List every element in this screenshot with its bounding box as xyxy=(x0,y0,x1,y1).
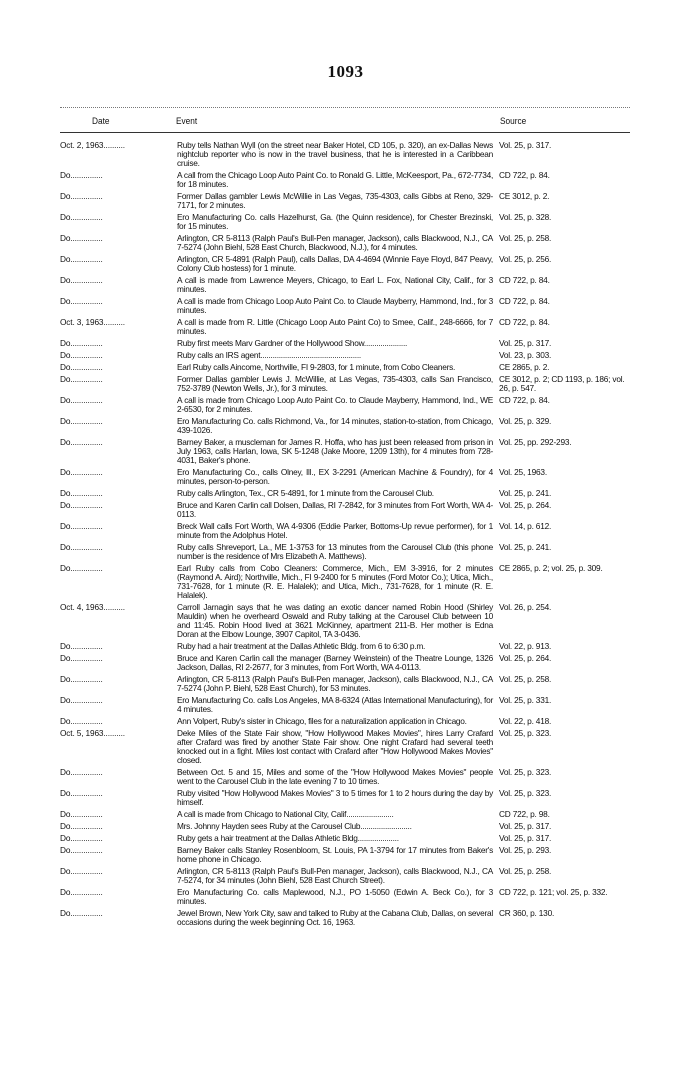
row-source: Vol. 25, p. 258. xyxy=(499,866,552,876)
row-event: Arlington, CR 5-8113 (Ralph Paul's Bull-Pen manager, Jackson), calls Blackwood, N.J., CA 7-5274, for 34 minutes (John Biehl, 528 East Church Street). xyxy=(177,866,493,885)
table-row xyxy=(60,888,640,906)
column-header-event: Event xyxy=(176,116,198,126)
row-event: Ero Manufacturing Co. calls Richmond, Va., for 14 minutes, station-to-station, from Chicago, 439-1026. xyxy=(177,416,493,435)
row-event: Ruby first meets Marv Gardner of the Hollywood Show..................... xyxy=(177,338,408,348)
row-event: Deke Miles of the State Fair show, "How Hollywood Makes Movies", hires Larry Crafard after Crafard was fired by another State Fair show. One night Crafard had several teeth knocked out in a fight. Miles lost contact with Crafard after "How Hollywood Makes Movies" closed. xyxy=(177,728,493,765)
row-event: Carroll Jarnagin says that he was dating an exotic dancer named Robin Hood (Shirley Mauldin) when he overheard Oswald and Ruby talking at the Carousel Club between 10 and 11:45. Robin Hood lived at 3621 McKinney, apartment 211-B. Her mother is Edna Doran at the Elbow Lounge, 3907 Capitol, TA 3-0436. xyxy=(177,602,493,639)
table-row xyxy=(60,318,640,336)
row-source: CE 2865, p. 2; vol. 25, p. 309. xyxy=(499,563,603,573)
row-source: Vol. 25, p. 328. xyxy=(499,212,552,222)
row-date: Do............... xyxy=(60,888,103,897)
row-date: Do............... xyxy=(60,417,103,426)
row-source: Vol. 25, p. 264. xyxy=(499,653,552,663)
row-event: Ero Manufacturing Co., calls Olney, Ill., EX 3-2291 (American Machine & Foundry), for 4 minutes, person-to-person. xyxy=(177,467,493,486)
row-event: Earl Ruby calls Aincome, Northville, FI 9-2803, for 1 minute, from Cobo Cleaners. xyxy=(177,362,456,372)
table-row xyxy=(60,867,640,885)
row-event: A call is made from Chicago to National City, Calif....................... xyxy=(177,809,394,819)
column-header-date: Date xyxy=(92,116,110,126)
top-rule xyxy=(60,107,630,108)
table-row xyxy=(60,810,640,819)
row-event: Barney Baker, a muscleman for James R. Hoffa, who has just been released from prison in July 1963, calls Harlan, Iowa, SK 5-1248 (Jake Moore, 1209 13th), for 4 minutes from 728-4031, Baker's phone. xyxy=(177,437,493,465)
row-source: Vol. 25, p. 329. xyxy=(499,416,552,426)
row-event: Arlington, CR 5-4891 (Ralph Paul), calls Dallas, DA 4-4694 (Winnie Faye Floyd, 847 Peavy, Colony Club hostess) for 1 minute. xyxy=(177,254,493,273)
table-row xyxy=(60,438,640,465)
table-row xyxy=(60,846,640,864)
row-event: Breck Wall calls Fort Worth, WA 4-9306 (Eddie Parker, Bottoms-Up revue performer), for 1 minute from the Adolphus Hotel. xyxy=(177,521,493,540)
row-source: Vol. 25, p. 264. xyxy=(499,500,552,510)
row-date: Do............... xyxy=(60,822,103,831)
row-source: CE 3012, p. 2; CD 1193, p. 186; vol. 26, p. 547. xyxy=(499,374,625,393)
row-event: Earl Ruby calls from Cobo Cleaners: Commerce, Mich., EM 3-3916, for 2 minutes (Raymond A. Aird); Northville, Mich., FI 9-2400 for 5 minutes (Ford Motor Co.); Utica, Mich., 731-7628, for 1 minute (R. E. Halalek); and Utica, Mich., 731-7628, for 1 minute (R. E. Halalek). xyxy=(177,563,493,600)
row-source: Vol. 26, p. 254. xyxy=(499,602,552,612)
row-date: Do............... xyxy=(60,768,103,777)
table-row xyxy=(60,234,640,252)
table-row xyxy=(60,768,640,786)
row-date: Do............... xyxy=(60,810,103,819)
row-source: Vol. 25, p. 323. xyxy=(499,788,552,798)
row-date: Do............... xyxy=(60,234,103,243)
row-event: Ero Manufacturing Co. calls Los Angeles, MA 8-6324 (Atlas International Manufacturing), for 4 minutes. xyxy=(177,695,493,714)
row-date: Do............... xyxy=(60,564,103,573)
row-event: Mrs. Johnny Hayden sees Ruby at the Carousel Club......................... xyxy=(177,821,412,831)
table-row xyxy=(60,141,640,168)
table-row xyxy=(60,375,640,393)
row-source: CD 722, p. 121; vol. 25, p. 332. xyxy=(499,887,608,897)
row-source: Vol. 25, p. 317. xyxy=(499,338,552,348)
row-source: Vol. 25, p. 293. xyxy=(499,845,552,855)
table-row xyxy=(60,351,640,360)
row-date: Do............... xyxy=(60,255,103,264)
row-date: Oct. 2, 1963.......... xyxy=(60,141,125,150)
row-source: CR 360, p. 130. xyxy=(499,908,555,918)
row-date: Do............... xyxy=(60,171,103,180)
row-date: Do............... xyxy=(60,789,103,798)
row-date: Do............... xyxy=(60,543,103,552)
row-date: Do............... xyxy=(60,717,103,726)
row-source: Vol. 25, p. 317. xyxy=(499,821,552,831)
row-date: Do............... xyxy=(60,501,103,510)
row-date: Do............... xyxy=(60,696,103,705)
table-row xyxy=(60,501,640,519)
row-source: Vol. 25, p. 258. xyxy=(499,674,552,684)
table-row xyxy=(60,729,640,765)
row-source: CE 2865, p. 2. xyxy=(499,362,550,372)
row-date: Do............... xyxy=(60,351,103,360)
table-row xyxy=(60,276,640,294)
row-date: Do............... xyxy=(60,192,103,201)
table-row xyxy=(60,396,640,414)
table-row xyxy=(60,834,640,843)
table-row xyxy=(60,696,640,714)
row-source: CD 722, p. 84. xyxy=(499,275,550,285)
row-event: Ruby calls Arlington, Tex., CR 5-4891, for 1 minute from the Carousel Club. xyxy=(177,488,434,498)
row-source: CD 722, p. 98. xyxy=(499,809,550,819)
table-row xyxy=(60,297,640,315)
row-source: Vol. 25, p. 256. xyxy=(499,254,552,264)
row-source: Vol. 25, p. 317. xyxy=(499,140,552,150)
table-row xyxy=(60,822,640,831)
row-source: Vol. 25, 1963. xyxy=(499,467,547,477)
row-event: Ruby gets a hair treatment at the Dallas Athletic Bldg.................... xyxy=(177,833,399,843)
table-row xyxy=(60,192,640,210)
row-event: Barney Baker calls Stanley Rosenbloom, St. Louis, PA 1-3794 for 17 minutes from Baker's home phone in Chicago. xyxy=(177,845,493,864)
row-event: Bruce and Karen Carlin call Dolsen, Dallas, RI 7-2842, for 3 minutes from Fort Worth, WA 4-0113. xyxy=(177,500,493,519)
table-row xyxy=(60,363,640,372)
column-header-source: Source xyxy=(500,116,527,126)
page-number: 1093 xyxy=(327,62,364,81)
row-date: Do............... xyxy=(60,297,103,306)
row-source: Vol. 25, p. 241. xyxy=(499,542,552,552)
row-date: Do............... xyxy=(60,468,103,477)
row-date: Do............... xyxy=(60,276,103,285)
row-event: Ruby visited "How Hollywood Makes Movies" 3 to 5 times for 1 to 2 hours during the day by himself. xyxy=(177,788,493,807)
row-date: Oct. 3, 1963.......... xyxy=(60,318,125,327)
row-source: CD 722, p. 84. xyxy=(499,395,550,405)
row-date: Do............... xyxy=(60,363,103,372)
header-rule xyxy=(60,132,630,133)
row-date: Do............... xyxy=(60,339,103,348)
row-date: Do............... xyxy=(60,654,103,663)
row-event: Ero Manufacturing Co. calls Maplewood, N.J., PO 1-5050 (Edwin A. Beck Co.), for 3 minutes. xyxy=(177,887,493,906)
chronology-table xyxy=(60,141,640,930)
row-event: Arlington, CR 5-8113 (Ralph Paul's Bull-Pen manager, Jackson), calls Blackwood, N.J., CA 7-5274 (John Biehl, 528 East Church, Blackwood, N.J.), for 4 minutes. xyxy=(177,233,493,252)
table-row xyxy=(60,171,640,189)
row-event: A call is made from Lawrence Meyers, Chicago, to Earl L. Fox, National City, Calif., for 3 minutes. xyxy=(177,275,493,294)
row-event: Ruby tells Nathan Wyll (on the street near Baker Hotel, CD 105, p. 320), an ex-Dallas News nightclub reporter who is now in the travel business, that he is interested in a Caribbean cruise. xyxy=(177,140,493,168)
row-event: Jewel Brown, New York City, saw and talked to Ruby at the Cabana Club, Dallas, on several occasions during the week beginning Oct. 16, 1963. xyxy=(177,908,493,927)
table-row xyxy=(60,789,640,807)
row-event: Bruce and Karen Carlin call the manager (Barney Weinstein) of the Theatre Lounge, 1326 Jackson, Dallas, RI 2-2677, for 3 minutes, from Fort Worth, WA 4-0113. xyxy=(177,653,493,672)
row-event: A call is made from Chicago Loop Auto Paint Co. to Claude Mayberry, Hammond, Ind., WE 2-6530, for 2 minutes. xyxy=(177,395,493,414)
row-source: Vol. 25, p. 331. xyxy=(499,695,552,705)
row-source: CD 722, p. 84. xyxy=(499,317,550,327)
row-source: CD 722, p. 84. xyxy=(499,296,550,306)
row-event: Former Dallas gambler Lewis J. McWillie, at Las Vegas, 735-4303, calls San Francisco, 752-3789 (Newton Wells, Jr.), for 3 minutes. xyxy=(177,374,493,393)
row-event: A call from the Chicago Loop Auto Paint Co. to Ronald G. Little, McKeesport, Pa., 672-7734, for 18 minutes. xyxy=(177,170,493,189)
row-event: A call is made from Chicago Loop Auto Paint Co. to Claude Mayberry, Hammond, Ind., for 3 minutes. xyxy=(177,296,493,315)
table-row xyxy=(60,522,640,540)
row-event: Ruby had a hair treatment at the Dallas Athletic Bldg. from 6 to 6:30 p.m. xyxy=(177,641,426,651)
row-date: Do............... xyxy=(60,522,103,531)
row-date: Do............... xyxy=(60,675,103,684)
row-date: Do............... xyxy=(60,213,103,222)
row-date: Do............... xyxy=(60,867,103,876)
table-row xyxy=(60,909,640,927)
row-date: Oct. 4, 1963.......... xyxy=(60,603,125,612)
row-event: A call is made from R. Little (Chicago Loop Auto Paint Co) to Smee, Calif., 248-6666, for 7 minutes. xyxy=(177,317,493,336)
row-source: Vol. 14, p. 612. xyxy=(499,521,552,531)
table-row xyxy=(60,564,640,600)
table-row xyxy=(60,717,640,726)
table-row xyxy=(60,213,640,231)
row-date: Do............... xyxy=(60,846,103,855)
table-row xyxy=(60,489,640,498)
table-row xyxy=(60,339,640,348)
row-date: Do............... xyxy=(60,834,103,843)
row-date: Do............... xyxy=(60,396,103,405)
table-row xyxy=(60,543,640,561)
row-date: Do............... xyxy=(60,642,103,651)
row-event: Ruby calls an IRS agent................................................. xyxy=(177,350,361,360)
table-row xyxy=(60,642,640,651)
row-date: Do............... xyxy=(60,489,103,498)
row-date: Do............... xyxy=(60,909,103,918)
row-event: Arlington, CR 5-8113 (Ralph Paul's Bull-Pen manager, Jackson), calls Blackwood, N.J., CA 7-5274 (John P. Biehl, 528 East Church), for 53 minutes. xyxy=(177,674,493,693)
row-event: Former Dallas gambler Lewis McWillie in Las Vegas, 735-4303, calls Gibbs at Reno, 329-7171, for 2 minutes. xyxy=(177,191,493,210)
table-row xyxy=(60,603,640,639)
row-source: Vol. 25, p. 323. xyxy=(499,728,552,738)
row-source: Vol. 25, p. 241. xyxy=(499,488,552,498)
table-row xyxy=(60,417,640,435)
row-source: Vol. 23, p. 303. xyxy=(499,350,552,360)
row-source: Vol. 25, p. 317. xyxy=(499,833,552,843)
row-date: Do............... xyxy=(60,438,103,447)
row-date: Oct. 5, 1963.......... xyxy=(60,729,125,738)
row-source: Vol. 22, p. 418. xyxy=(499,716,552,726)
row-date: Do............... xyxy=(60,375,103,384)
row-source: CD 722, p. 84. xyxy=(499,170,550,180)
table-row xyxy=(60,468,640,486)
table-row xyxy=(60,255,640,273)
row-source: Vol. 25, p. 258. xyxy=(499,233,552,243)
row-source: Vol. 25, pp. 292-293. xyxy=(499,437,572,447)
row-source: CE 3012, p. 2. xyxy=(499,191,550,201)
table-row xyxy=(60,675,640,693)
table-row xyxy=(60,654,640,672)
row-event: Ruby calls Shreveport, La., ME 1-3753 for 13 minutes from the Carousel Club (this phone number is the residence of Mrs Elizabeth A. Matthews). xyxy=(177,542,493,561)
row-source: Vol. 25, p. 323. xyxy=(499,767,552,777)
row-event: Between Oct. 5 and 15, Miles and some of the "How Hollywood Makes Movies" people went to the Carousel Club in the late evening 7 to 10 times. xyxy=(177,767,493,786)
row-event: Ero Manufacturing Co. calls Hazelhurst, Ga. (the Quinn residence), for Chester Brezinski, for 15 minutes. xyxy=(177,212,493,231)
row-source: Vol. 22, p. 913. xyxy=(499,641,552,651)
row-event: Ann Volpert, Ruby's sister in Chicago, files for a naturalization application in Chicago. xyxy=(177,716,467,726)
